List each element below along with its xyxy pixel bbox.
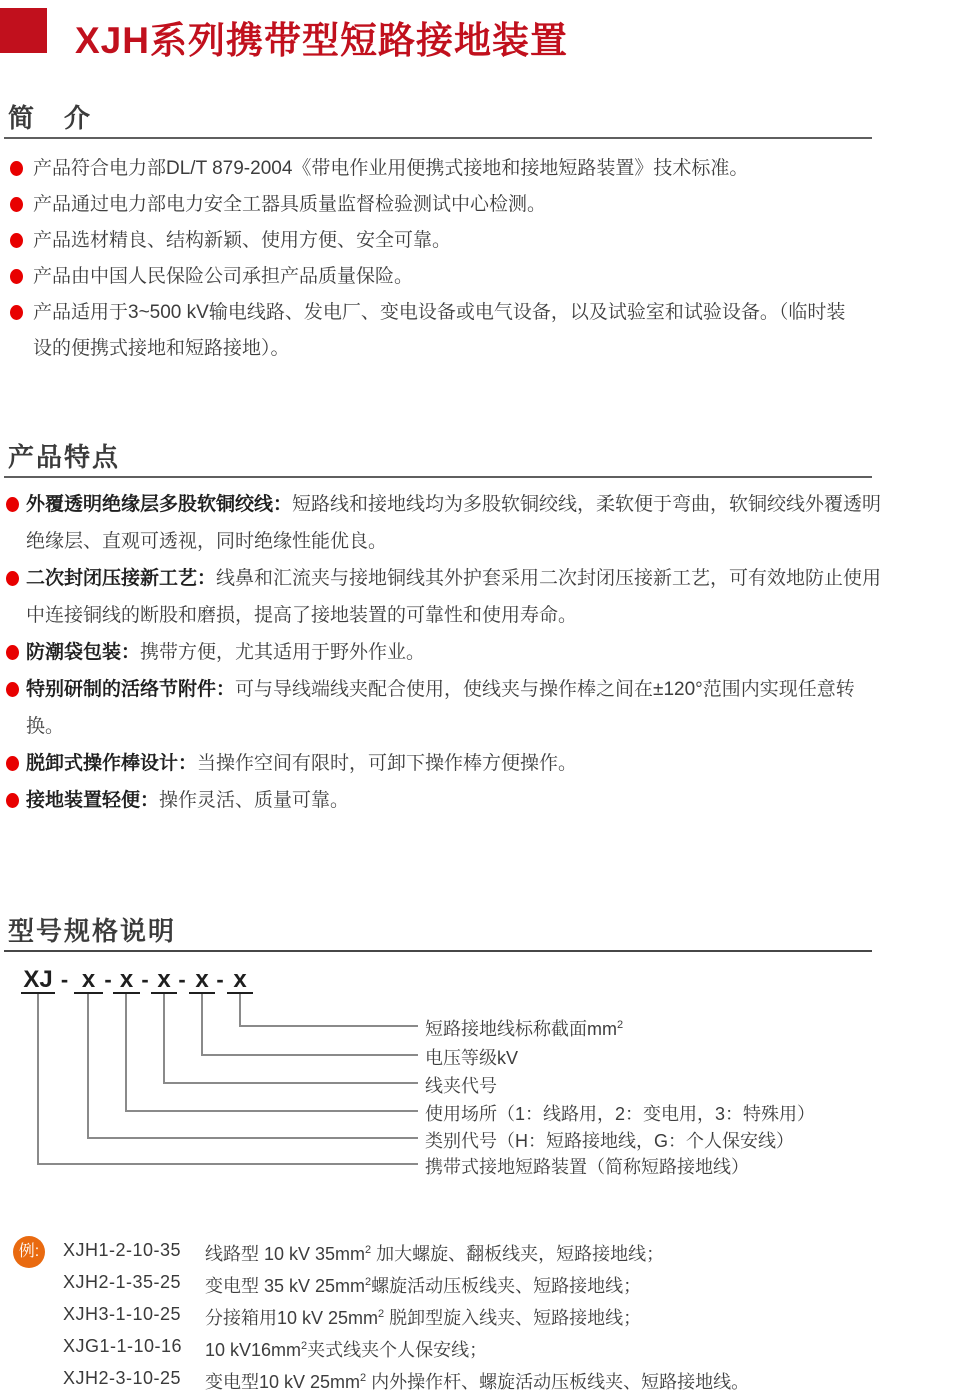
intro-section bbox=[0, 105, 956, 367]
feature-body: 操作灵活、质量可靠。 bbox=[159, 790, 350, 811]
intro-list bbox=[10, 151, 956, 367]
intro-item-text: 产品适用于3~500 kV输电线路、发电厂、变电设备或电气设备，以及试验室和试验设备。（临时装设的便携式接地和短路接地）。 bbox=[33, 302, 846, 359]
connector-hline bbox=[163, 1082, 418, 1084]
model-heading-rule bbox=[4, 950, 872, 952]
model-code-segment: x bbox=[113, 968, 140, 994]
example-desc bbox=[205, 1268, 641, 1300]
feature-item bbox=[6, 634, 956, 671]
example-desc-post: 夹式线夹个人保安线； bbox=[307, 1340, 488, 1360]
feature-lead: 外覆透明绝缘层多股软铜绞线： bbox=[26, 494, 293, 515]
example-desc-sup: 2 bbox=[378, 1308, 385, 1320]
bullet-dot-icon bbox=[6, 571, 19, 586]
model-label-text: 短路接地线标称截面mm bbox=[425, 1019, 617, 1039]
feature-text bbox=[26, 745, 577, 782]
model-label bbox=[425, 1013, 623, 1041]
connector-hline bbox=[87, 1137, 418, 1139]
intro-item-text: 产品符合电力部DL/T 879-2004《带电作业用便携式接地和接地短路装置》技术标准。 bbox=[33, 158, 749, 179]
bullet-dot-icon bbox=[6, 645, 19, 660]
model-label bbox=[425, 1125, 794, 1153]
list-item bbox=[10, 295, 956, 367]
connector-vline bbox=[37, 994, 39, 1165]
bullet-dot-icon bbox=[6, 497, 19, 512]
model-code-segment: x bbox=[227, 968, 253, 994]
example-desc-post: 脱卸型旋入线夹、短路接地线； bbox=[384, 1308, 642, 1328]
connector-vline bbox=[239, 994, 241, 1027]
connector-vline bbox=[125, 994, 127, 1112]
model-label-text: 线夹代号 bbox=[425, 1076, 497, 1096]
example-row bbox=[63, 1300, 749, 1332]
example-desc-pre: 线路型 10 kV 35mm bbox=[205, 1244, 366, 1264]
example-desc-pre: 分接箱用10 kV 25mm bbox=[205, 1308, 379, 1328]
example-desc-pre: 变电型 35 kV 25mm bbox=[205, 1276, 366, 1296]
model-section bbox=[0, 918, 956, 1396]
example-row bbox=[63, 1268, 749, 1300]
model-heading: 型号规格说明 bbox=[8, 916, 177, 946]
intro-heading-rule bbox=[4, 137, 872, 139]
feature-item bbox=[6, 560, 956, 634]
bullet-dot-icon bbox=[10, 233, 23, 248]
feature-lead: 脱卸式操作棒设计： bbox=[26, 753, 198, 774]
connector-hline bbox=[239, 1025, 418, 1027]
features-heading-rule bbox=[4, 476, 872, 478]
model-label-text: 电压等级kV bbox=[425, 1048, 519, 1068]
example-code: XJH3-1-10-25 bbox=[63, 1304, 182, 1324]
example-row bbox=[63, 1364, 749, 1396]
model-code-segment: x bbox=[74, 968, 103, 994]
page-title: XJH系列携带型短路接地装置 bbox=[75, 20, 568, 61]
feature-lead: 二次封闭压接新工艺： bbox=[26, 568, 217, 589]
feature-body: 当操作空间有限时，可卸下操作棒方便操作。 bbox=[197, 753, 578, 774]
model-code-dash: - bbox=[60, 967, 69, 992]
example-row bbox=[63, 1332, 749, 1364]
example-desc-sup: 2 bbox=[365, 1276, 372, 1288]
model-label-text: 使用场所（1：线路用，2：变电用，3：特殊用） bbox=[425, 1104, 816, 1124]
connector-hline bbox=[37, 1163, 418, 1165]
bullet-dot-icon bbox=[6, 793, 19, 808]
connector-hline bbox=[201, 1054, 418, 1056]
example-desc-sup: 2 bbox=[301, 1340, 308, 1352]
example-rows bbox=[63, 1234, 749, 1396]
bullet-dot-icon bbox=[10, 269, 23, 284]
model-label-text: 类别代号（H：短路接地线，G：个人保安线） bbox=[425, 1131, 794, 1151]
model-label bbox=[425, 1042, 518, 1070]
model-code-dash: - bbox=[178, 967, 186, 992]
bullet-dot-icon bbox=[10, 305, 23, 320]
features-list bbox=[6, 486, 956, 819]
features-heading: 产品特点 bbox=[8, 442, 121, 472]
example-row bbox=[63, 1236, 749, 1268]
features-section bbox=[0, 444, 956, 819]
example-code: XJH1-2-10-35 bbox=[63, 1240, 182, 1260]
model-label-text: 携带式接地短路装置（简称短路接地线） bbox=[425, 1157, 749, 1177]
feature-text bbox=[26, 634, 425, 671]
list-item bbox=[10, 151, 956, 187]
example-desc-post: 内外操作杆、螺旋活动压板线夹、短路接地线。 bbox=[366, 1372, 750, 1392]
feature-text bbox=[26, 560, 888, 634]
example-desc bbox=[205, 1300, 641, 1332]
bullet-dot-icon bbox=[6, 682, 19, 697]
example-desc-post: 螺旋活动压板线夹、短路接地线； bbox=[371, 1276, 642, 1296]
model-code-dash: - bbox=[104, 967, 112, 992]
feature-lead: 防潮袋包装： bbox=[26, 642, 141, 663]
feature-text bbox=[26, 782, 349, 819]
feature-lead: 接地装置轻便： bbox=[26, 790, 160, 811]
example-desc bbox=[205, 1236, 664, 1268]
example-desc-sup: 2 bbox=[360, 1372, 367, 1384]
feature-body: 短路线和接地线均为多股软铜绞线，柔软便于弯曲，软铜绞线外覆透明绝缘层、直观可透视，同时绝缘性能优良。 bbox=[26, 494, 882, 552]
model-code-segment: x bbox=[151, 968, 177, 994]
bullet-dot-icon bbox=[6, 756, 19, 771]
list-item bbox=[10, 223, 956, 259]
examples-section bbox=[0, 1234, 956, 1396]
feature-item bbox=[6, 782, 956, 819]
example-desc bbox=[205, 1332, 487, 1364]
example-desc-sup: 2 bbox=[365, 1244, 372, 1256]
example-code: XJH2-3-10-25 bbox=[63, 1368, 182, 1388]
feature-text bbox=[26, 486, 888, 560]
model-code-dash: - bbox=[216, 967, 224, 992]
intro-item-text: 产品选材精良、结构新颖、使用方便、安全可靠。 bbox=[33, 230, 452, 251]
intro-heading: 简 介 bbox=[8, 103, 93, 133]
example-badge: 例: bbox=[13, 1236, 45, 1268]
example-desc bbox=[205, 1364, 749, 1396]
red-square-decoration bbox=[0, 8, 47, 53]
model-code-diagram bbox=[0, 968, 956, 1178]
bullet-dot-icon bbox=[10, 161, 23, 176]
intro-item-text: 产品由中国人民保险公司承担产品质量保险。 bbox=[33, 266, 414, 287]
example-desc-post: 加大螺旋、翻板线夹，短路接地线； bbox=[371, 1244, 665, 1264]
model-label bbox=[425, 1098, 815, 1126]
feature-item bbox=[6, 486, 956, 560]
model-label bbox=[425, 1070, 497, 1098]
feature-item bbox=[6, 745, 956, 782]
feature-body: 携带方便，尤其适用于野外作业。 bbox=[140, 642, 426, 663]
list-item bbox=[10, 259, 956, 295]
example-desc-pre: 变电型10 kV 25mm bbox=[205, 1372, 361, 1392]
bullet-dot-icon bbox=[10, 197, 23, 212]
example-code: XJH2-1-35-25 bbox=[63, 1272, 182, 1292]
connector-hline bbox=[125, 1110, 418, 1112]
model-code-dash: - bbox=[141, 967, 149, 992]
feature-body: 线鼻和汇流夹与接地铜线其外护套采用二次封闭压接新工艺，可有效地防止使用中连接铜线的断股和磨损，提高了接地装置的可靠性和使用寿命。 bbox=[26, 568, 882, 626]
intro-item-text: 产品通过电力部电力安全工器具质量监督检验测试中心检测。 bbox=[33, 194, 547, 215]
model-label-sup: 2 bbox=[617, 1019, 624, 1031]
connector-vline bbox=[201, 994, 203, 1056]
connector-vline bbox=[87, 994, 89, 1139]
feature-lead: 特别研制的活络节附件： bbox=[26, 679, 236, 700]
feature-text bbox=[26, 671, 888, 745]
model-label bbox=[425, 1151, 749, 1179]
page-header bbox=[0, 0, 956, 64]
feature-body: 可与导线端线夹配合使用，使线夹与操作棒之间在±120°范围内实现任意转换。 bbox=[26, 679, 855, 737]
example-desc-pre: 10 kV16mm bbox=[205, 1340, 302, 1360]
model-code-segment: x bbox=[189, 968, 215, 994]
example-code: XJG1-1-10-16 bbox=[63, 1336, 183, 1356]
list-item bbox=[10, 187, 956, 223]
model-code-segment: XJ bbox=[21, 968, 55, 994]
connector-vline bbox=[163, 994, 165, 1084]
feature-item bbox=[6, 671, 956, 745]
